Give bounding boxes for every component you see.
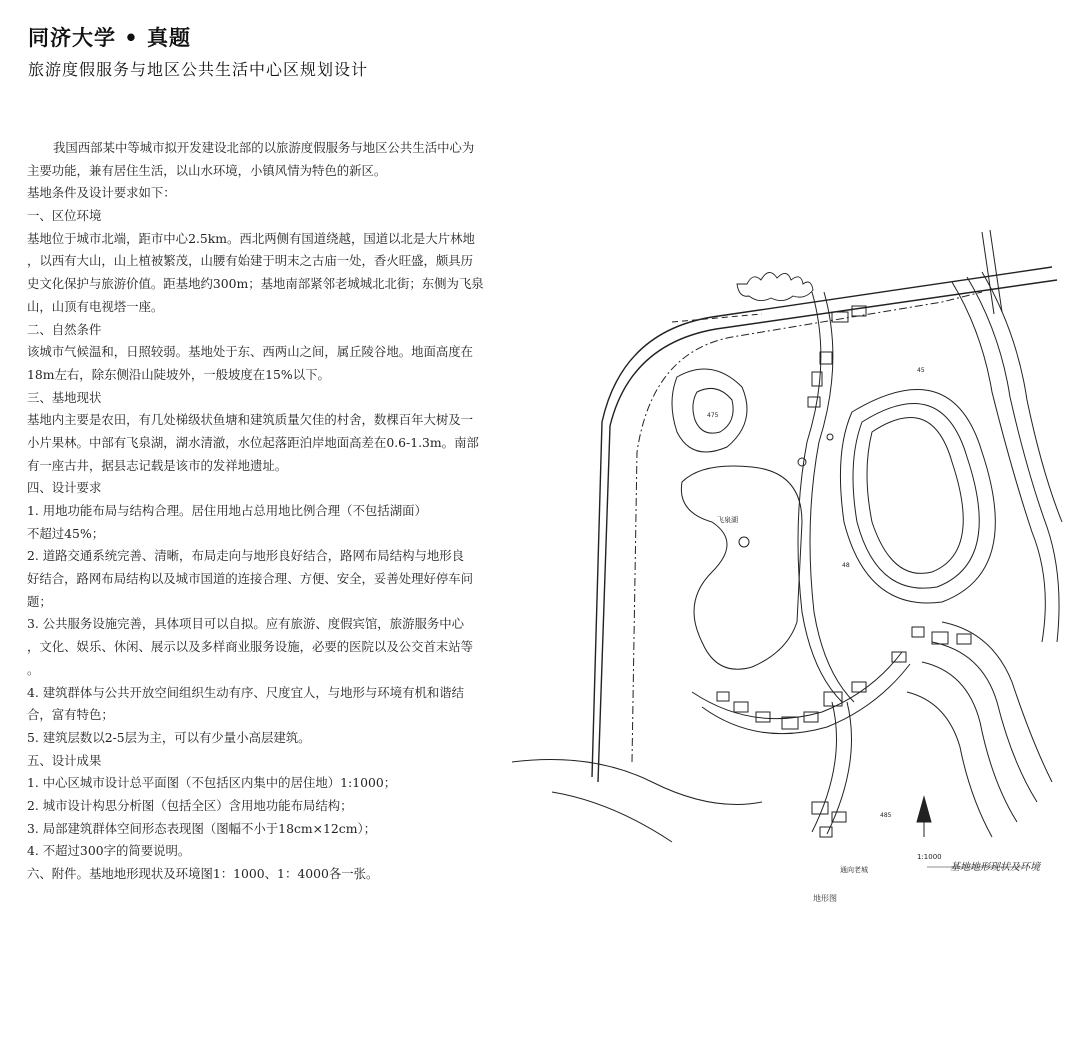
body-line: 3. 局部建筑群体空间形态表现图（图幅不小于18cm×12cm）； [27,820,377,836]
elev-label: 485 [880,812,892,819]
body-line: 3. 公共服务设施完善，具体项目可以自拟。应有旅游、度假宾馆，旅游服务中心 [27,616,465,632]
body-line: 好结合，路网布局结构以及城市国道的连接合理、方便、安全，妥善处理好停车问 [27,571,474,587]
body-line: 2. 道路交通系统完善、清晰，布局走向与地形良好结合，路网布局结构与地形良 [27,548,465,564]
body-line: 5. 建筑层数以2-5层为主，可以有少量小高层建筑。 [27,729,311,745]
page-title: 同济大学 • 真题 [28,26,192,50]
body-line: 。 [27,661,40,677]
elev-label: 45 [917,367,925,374]
body-line: 史文化保护与旅游价值。距基地约300m；基地南部紧邻老城城北北街；东侧为飞泉 [27,276,484,292]
body-line: 1. 用地功能布局与结构合理。居住用地占总用地比例合理（不包括湖面） [27,503,427,518]
body-line: 小片果林。中部有飞泉湖，湖水清澈，水位起落距泊岸地面高差在0.6-1.3m。南部 [27,434,479,450]
body-line: 合，富有特色； [27,707,114,723]
body-line: 1. 中心区城市设计总平面图（不包括区内集中的居住地）1:1000； [27,775,397,791]
site-map [512,222,1072,912]
elev-label: 48 [842,562,850,569]
lake-label: 飞泉湖 [717,516,738,524]
page-subtitle: 旅游度假服务与地区公共生活中心区规划设计 [28,60,369,79]
body-line: 六、附件。基地地形现状及环境图1：1000、1：4000各一张。 [27,866,379,881]
body-line: 该城市气候温和，日照较弱。基地处于东、西两山之间，属丘陵谷地。地面高度在 [27,344,474,360]
body-text [27,137,513,886]
map-title: 基地地形现状及环境 [950,862,1040,873]
body-line: 2. 城市设计构思分析图（包括全区）含用地功能布局结构； [27,797,353,813]
body-line: 二、自然条件 [27,321,102,337]
body-line: 主要功能，兼有居住生活，以山水环境，小镇风情为特色的新区。 [27,162,387,178]
body-line: 山，山顶有电视塔一座。 [27,298,164,314]
elev-label: 475 [707,412,719,419]
body-line: 五、设计成果 [27,752,102,768]
south-label: 通向老城 [840,866,868,874]
body-line: 不超过45%； [27,525,105,541]
body-line: 一、区位环境 [27,208,102,224]
body-line: 基地内主要是农田，有几处梯级状鱼塘和建筑质量欠佳的村舍，数棵百年大树及一 [27,412,474,428]
body-line: 题； [27,593,52,609]
body-line: 4. 建筑群体与公共开放空间组织生动有序、尺度宜人，与地形与环境有机和谐结 [27,684,465,700]
body-line: ，文化、娱乐、休闲、展示以及多样商业服务设施，必要的医院以及公交首末站等 [27,639,474,655]
body-line: 基地条件及设计要求如下： [27,185,176,201]
body-line: 4. 不超过300字的简要说明。 [27,843,191,859]
body-line: 三、基地现状 [27,389,102,405]
body-line: 18m左右，除东侧沿山陡坡外，一般坡度在15%以下。 [27,366,330,382]
body-line: 基地位于城市北端，距市中心2.5km。西北两侧有国道绕越，国道以北是大片林地 [27,230,475,246]
body-line: 有一座古井，据县志记载是该市的发祥地遗址。 [27,457,288,473]
body-line: 四、设计要求 [27,480,102,496]
body-line: ，以西有大山，山上植被繁茂，山腰有始建于明末之古庙一处，香火旺盛，颇具历 [27,253,474,269]
scale-label: 1:1000 [917,853,942,861]
map-caption: 地形图 [813,894,837,903]
body-line: 我国西部某中等城市拟开发建设北部的以旅游度假服务与地区公共生活中心为 [53,140,475,155]
